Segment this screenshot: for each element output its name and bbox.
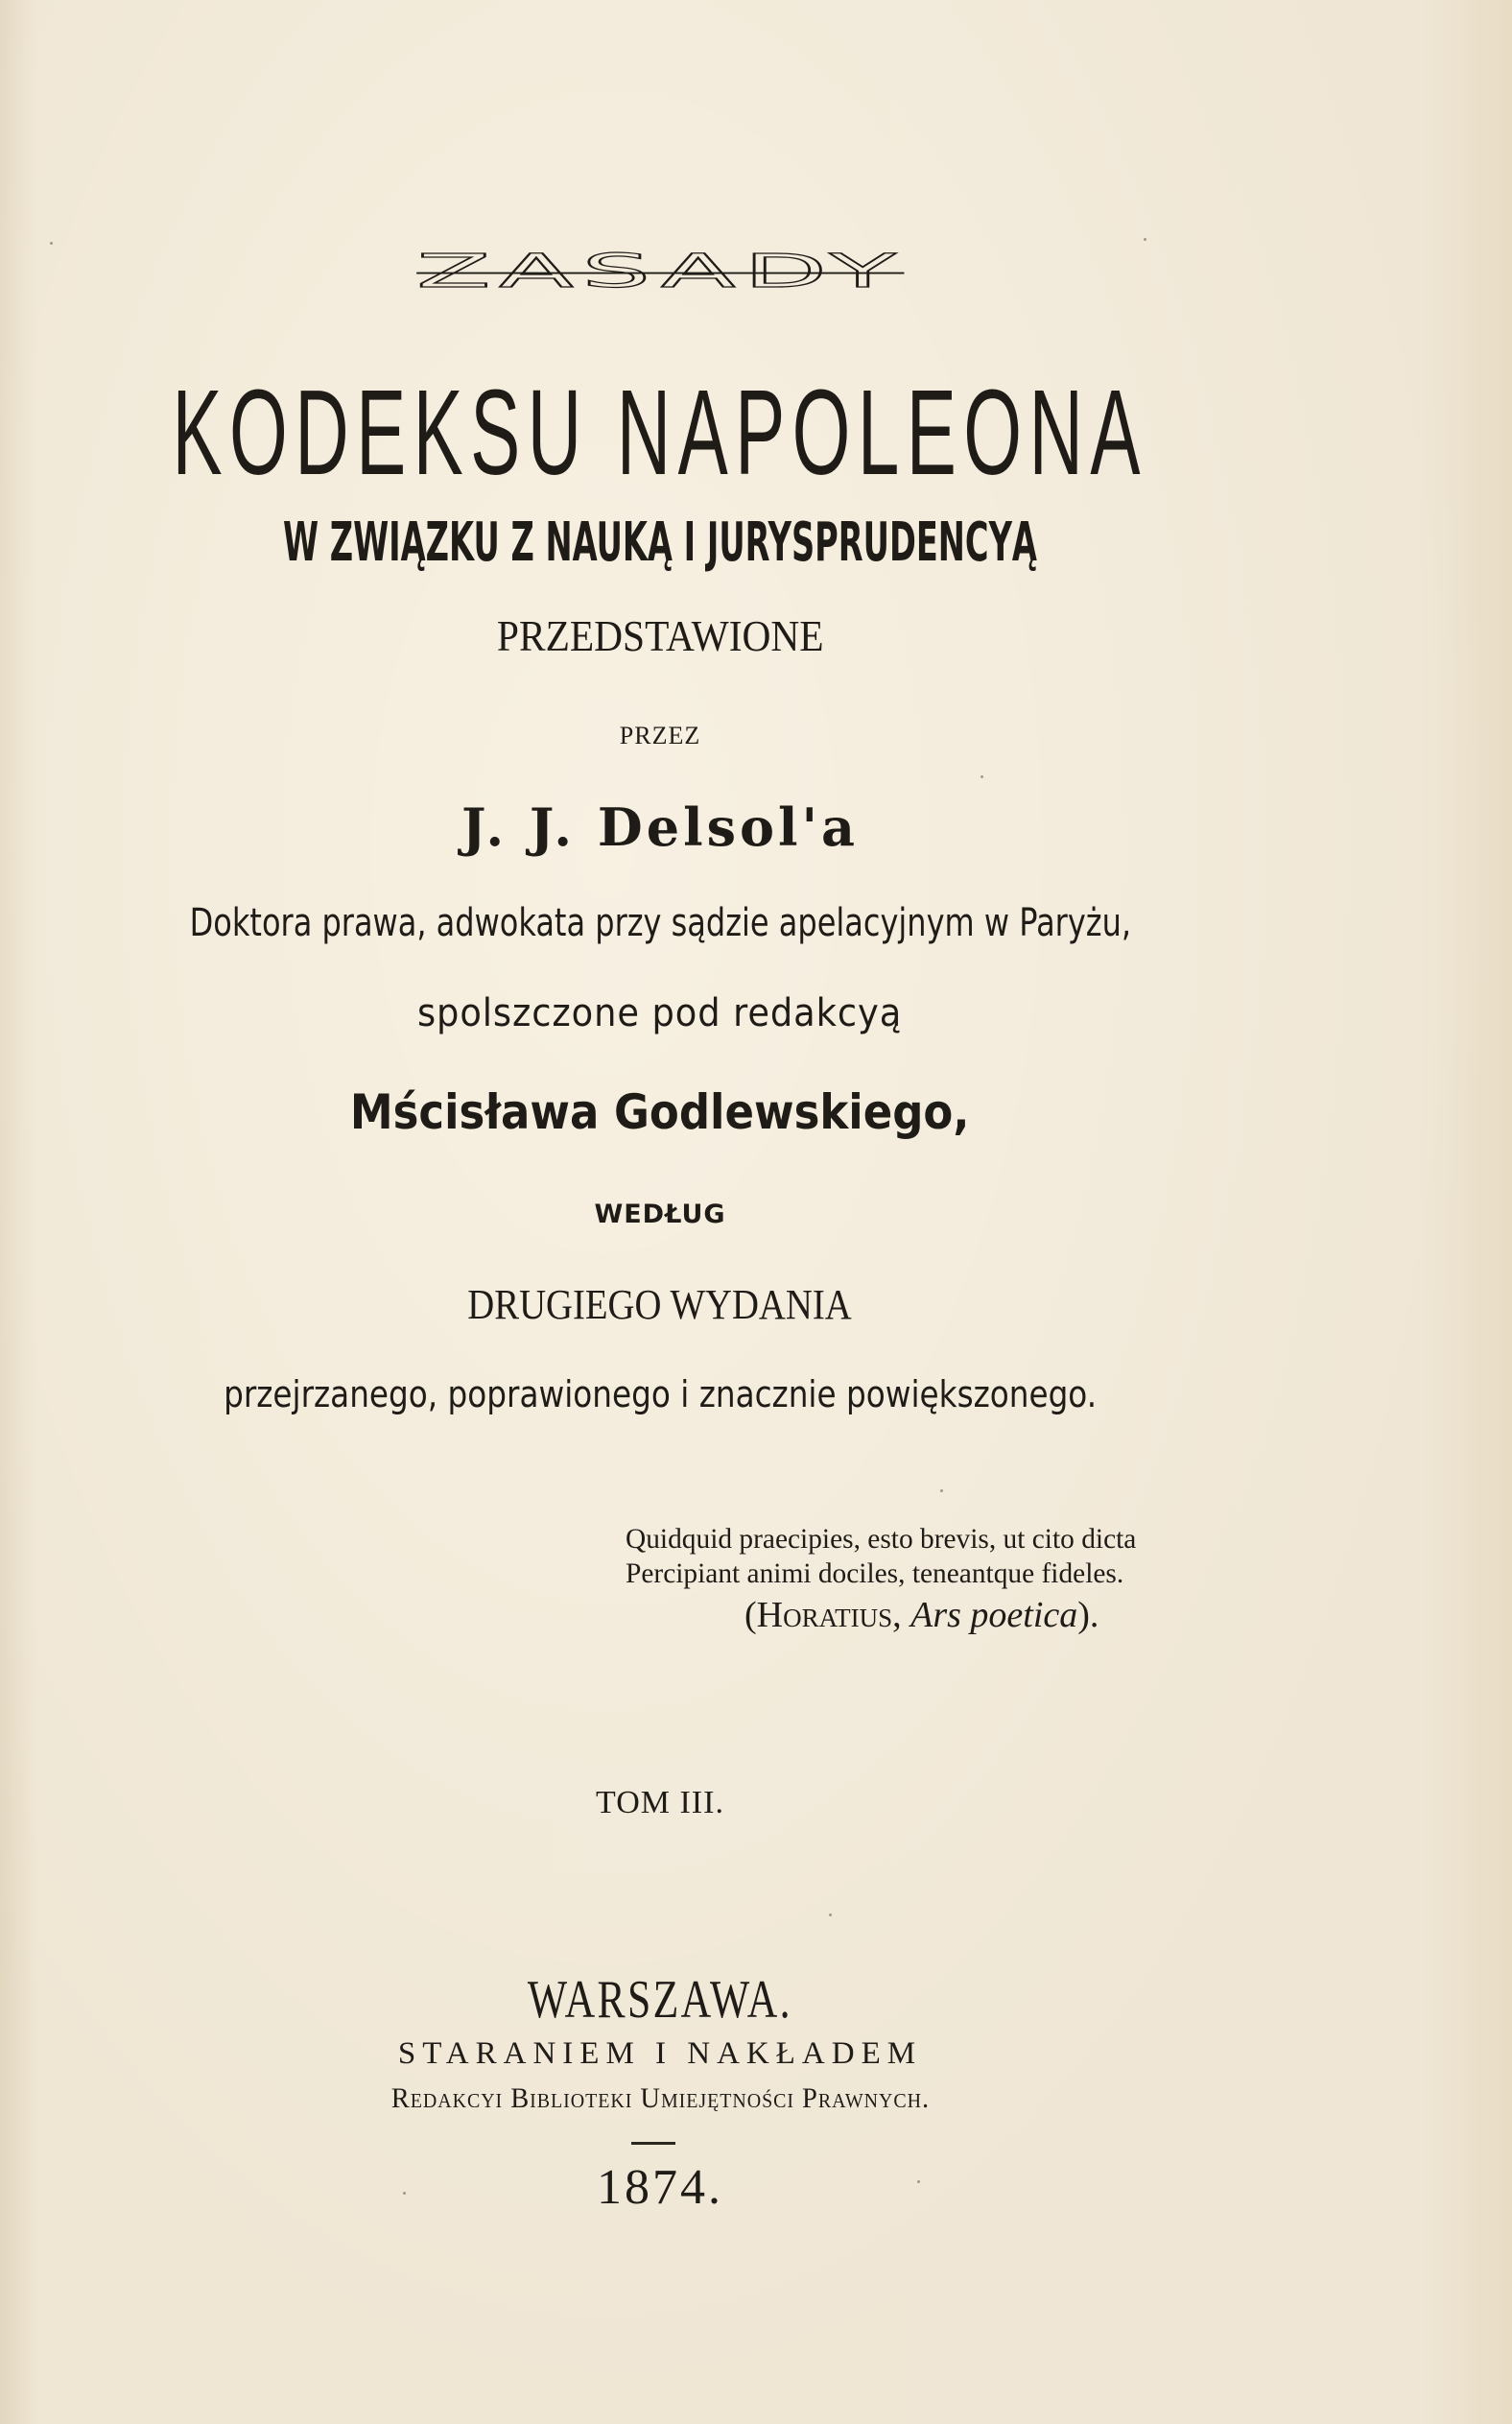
paper-speck (829, 1913, 832, 1916)
epigraph-attribution (744, 1591, 1146, 1639)
subtitle-jurisprudence-text: W ZWIĄZKU Z NAUKĄ I JURYSPRUDENCYĄ (283, 511, 1037, 574)
author-description-text: Doktora prawa, adwokata przy sądzie apelacyjnym w Paryżu, (189, 901, 1131, 945)
paper-speck (50, 242, 53, 245)
paper-speck (403, 2192, 406, 2195)
attribution-author: Horatius (756, 1595, 893, 1635)
by-text: PRZEZ (619, 722, 701, 749)
year-text: 1874. (597, 2160, 723, 2215)
paper-speck (917, 2180, 920, 2183)
heading-kodeksu-text: KODEKSU NAPOLEONA (172, 365, 1148, 500)
paper-speck (1144, 238, 1146, 241)
epigraph-line-1: Quidquid praecipies, esto brevis, ut cito dicta (626, 1523, 1137, 1555)
attribution-sep: , (892, 1595, 911, 1635)
volume-text: TOM III. (596, 1785, 724, 1820)
heading-zasady-text: ZASADY (415, 245, 905, 298)
presented-text: PRZEDSTAWIONE (496, 611, 824, 660)
editor-name-text: Mścisława Godlewskiego, (350, 1084, 970, 1140)
edition-note-text: przejrzanego, poprawionego i znacznie powiększonego. (223, 1373, 1098, 1415)
according-to-text: WEDŁUG (594, 1200, 726, 1229)
edition-text: DRUGIEGO WYDANIA (467, 1281, 853, 1328)
paper-speck (980, 775, 983, 778)
city-text: WARSZAWA. (528, 1970, 792, 2030)
attribution-close: ). (1077, 1595, 1099, 1635)
author-name-text: J. J. Delsol'a (461, 796, 860, 858)
attribution-work: Ars poetica (910, 1595, 1078, 1635)
translated-under-text: spolszczone pod redakcyą (417, 991, 903, 1035)
publisher-line-1-text: STARANIEM I NAKŁADEM (397, 2036, 923, 2071)
attribution-open: ( (744, 1595, 757, 1635)
paper-speck (940, 1489, 943, 1492)
publisher-line-2-text: Redakcyi Biblioteki Umiejętności Prawnych. (390, 2082, 930, 2114)
divider-rule (631, 2142, 675, 2145)
epigraph-line-2: Percipiant animi dociles, teneantque fideles. (626, 1557, 1124, 1589)
epigraph (626, 1522, 1146, 1639)
